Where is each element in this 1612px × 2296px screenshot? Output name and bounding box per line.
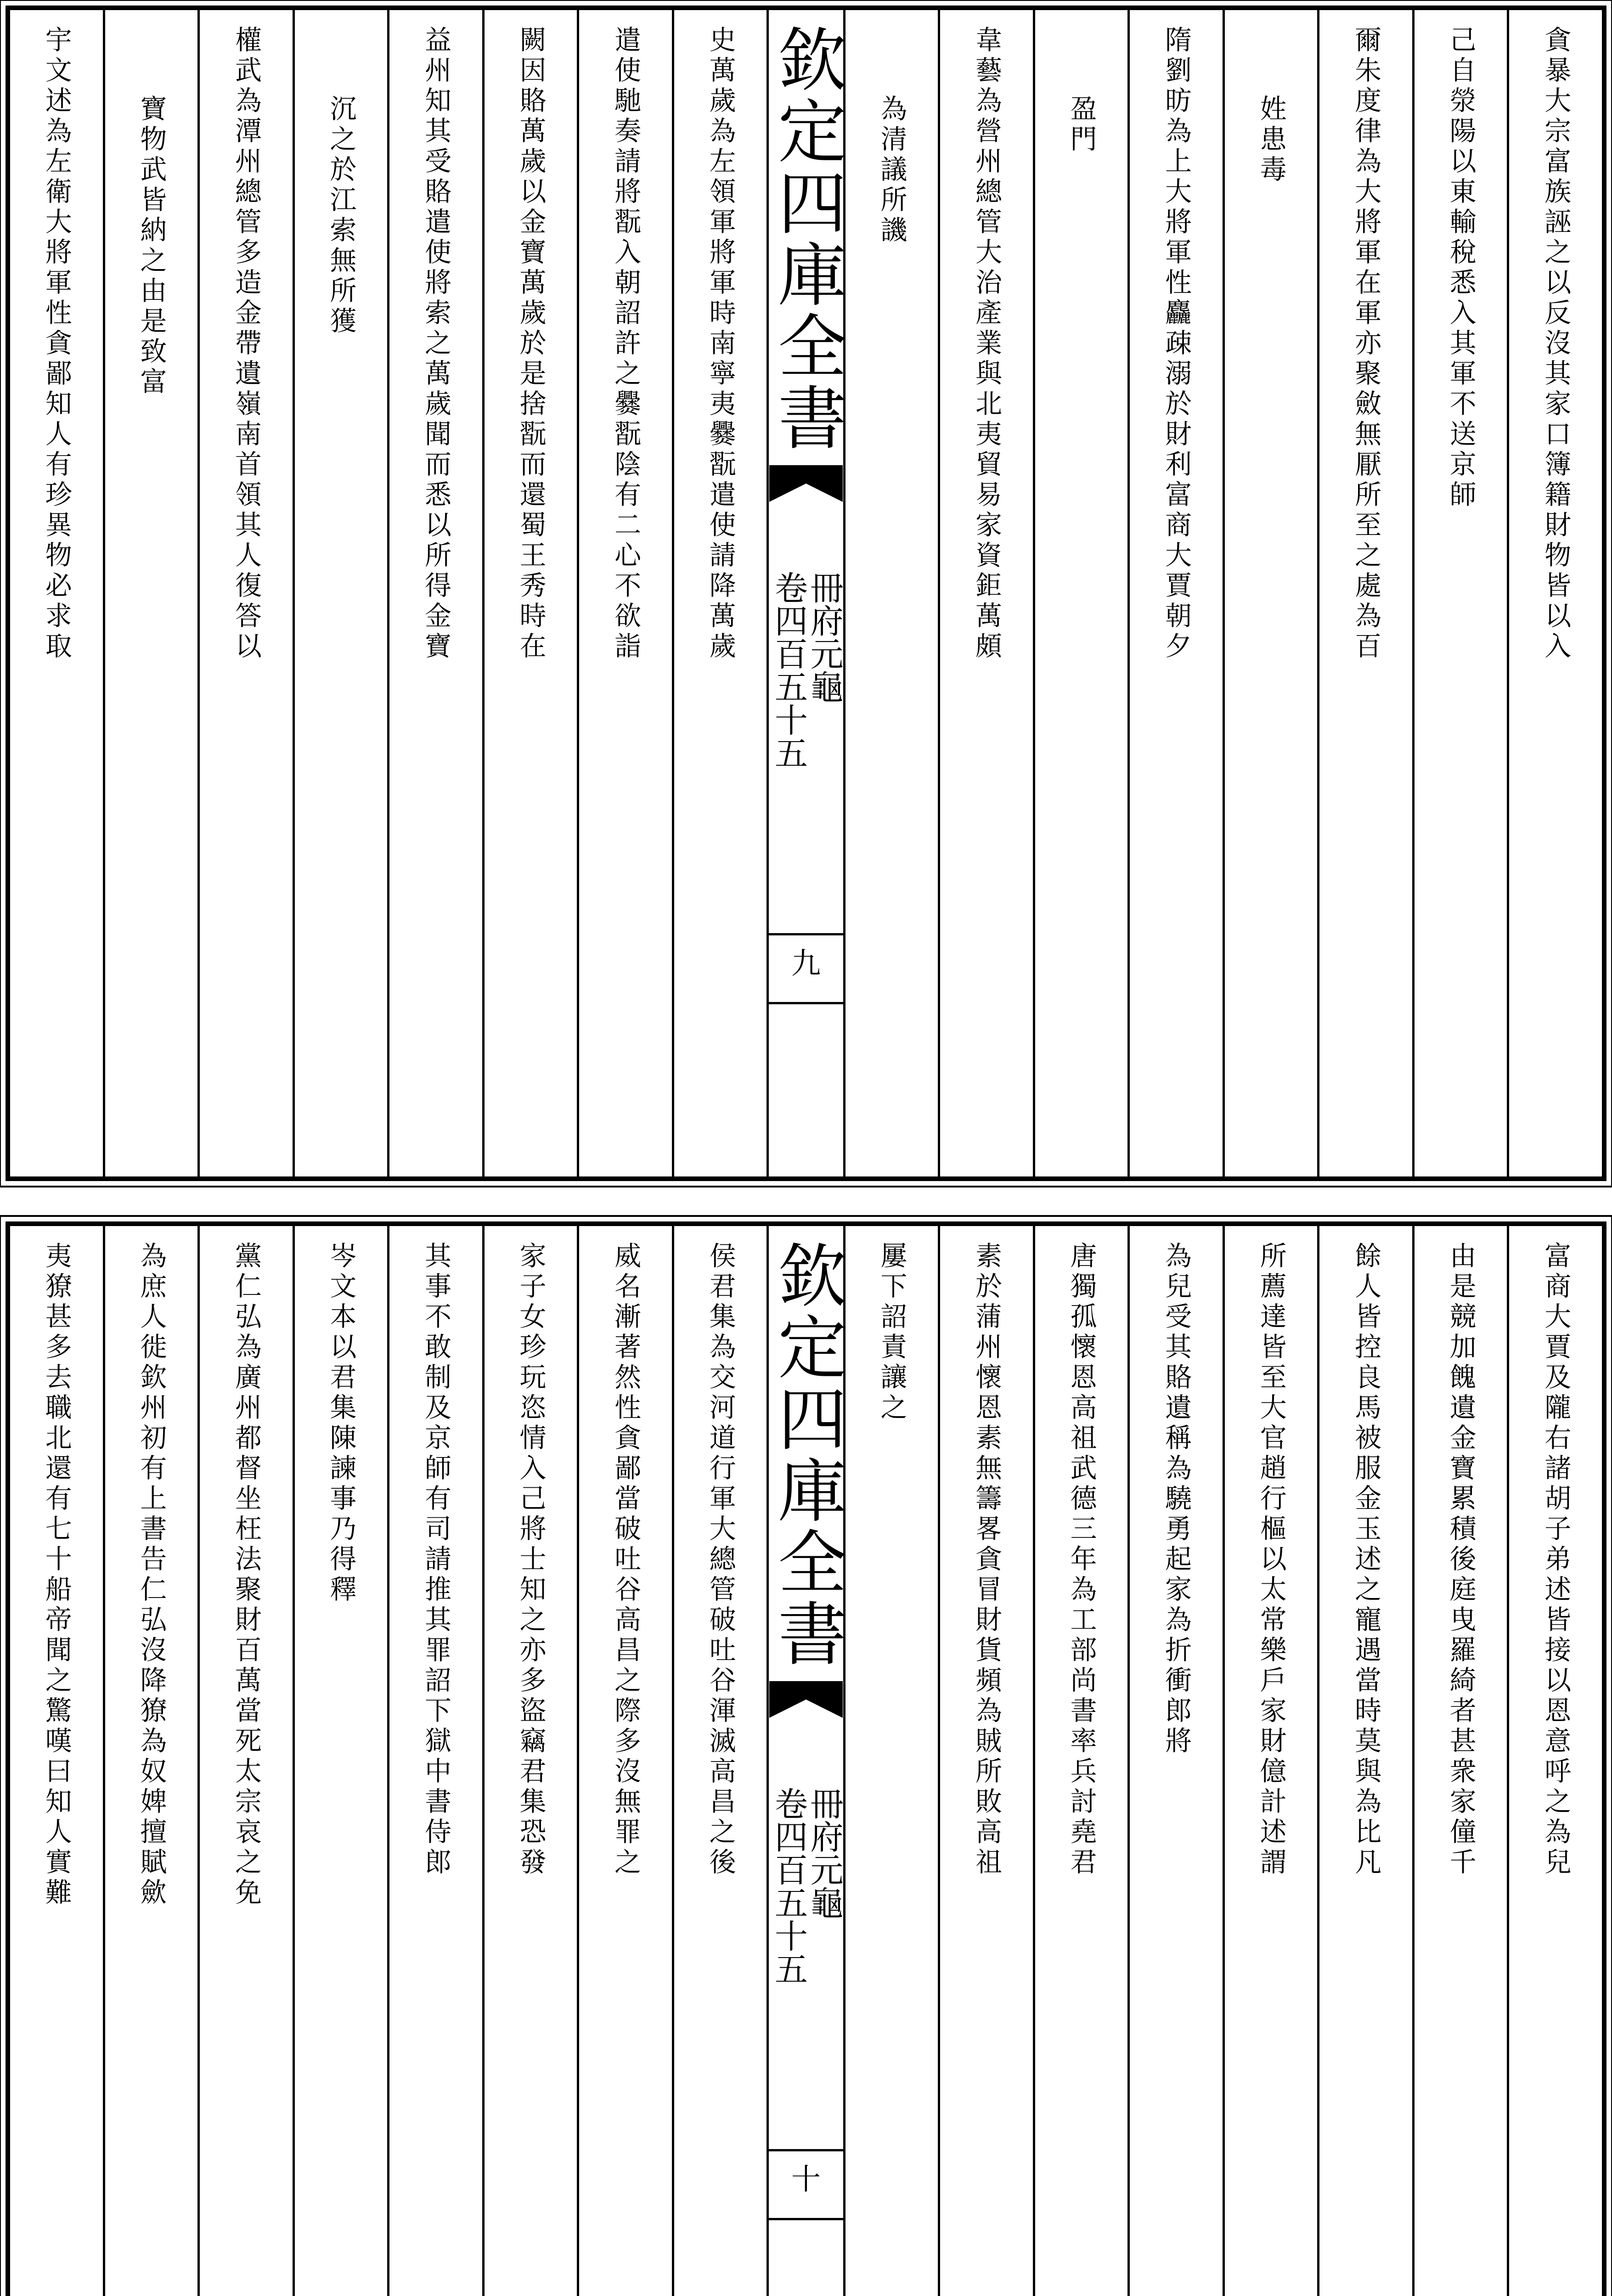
- page-rule: [769, 1002, 843, 1004]
- text-column: [1223, 1226, 1318, 2296]
- center-fold-column: [766, 10, 846, 1176]
- text-columns-bottom: [10, 1226, 1602, 2296]
- text-columns-top: [10, 10, 1602, 1176]
- column-text: 己自滎陽以東輸稅悉入其軍不送京師: [1445, 26, 1477, 511]
- column-text: 寶物武皆納之由是致富: [135, 95, 167, 398]
- column-text: 其事不敢制及京師有司請推其罪詔下獄中書侍郎: [420, 1242, 451, 1878]
- column-text: 為庶人徙欽州初有上書告仁弘沒降獠為奴婢擅賦歛: [135, 1242, 167, 1908]
- text-column: [843, 1226, 938, 2296]
- text-column: [387, 10, 482, 1176]
- text-column: [387, 1226, 482, 2296]
- column-text: 岑文本以君集陳諫事乃得釋: [325, 1242, 357, 1605]
- fishtail-mark-icon: [769, 1681, 843, 1718]
- page-number: 十: [791, 2163, 821, 2197]
- text-column: [1317, 10, 1412, 1176]
- text-column: [1127, 1226, 1223, 2296]
- column-text: 韋藝為營州總管大治產業與北夷貿易家資鉅萬頗: [970, 26, 1002, 662]
- column-text: 權武為潭州總管多造金帶遺嶺南首領其人復答以: [230, 26, 262, 662]
- column-text: 屢下詔責讓之: [876, 1242, 907, 1424]
- column-text: 威名漸著然性貪鄙當破吐谷高昌之際多沒無罪之: [610, 1242, 642, 1878]
- collection-title: 欽定四庫全書: [766, 1240, 846, 1670]
- column-text: 闕因賂萬歲以金寶萬歲於是捨翫而還蜀王秀時在: [515, 26, 547, 662]
- column-text: 貪暴大宗富族誣之以反沒其家口簿籍財物皆以入: [1540, 26, 1572, 662]
- column-text: 為清議所譏: [876, 95, 907, 246]
- column-text: 隋劉昉為上大將軍性麤疎溺於財利富商大賈朝夕: [1161, 26, 1192, 662]
- text-column: [1412, 1226, 1507, 2296]
- text-column: [577, 10, 672, 1176]
- text-column: [672, 10, 767, 1176]
- page-number-box: [769, 2149, 843, 2198]
- text-column: [843, 10, 938, 1176]
- text-column: [482, 1226, 577, 2296]
- book-title: 冊府元龜: [805, 571, 844, 703]
- fishtail-mark-icon: [769, 465, 843, 502]
- text-column: [1507, 1226, 1602, 2296]
- column-text: 益州知其受賂遣使將索之萬歲聞而悉以所得金寶: [420, 26, 451, 662]
- text-column: [1127, 10, 1223, 1176]
- column-text: 爾朱度律為大將軍在軍亦聚斂無厭所至之處為百: [1350, 26, 1382, 662]
- text-column: [1507, 10, 1602, 1176]
- text-column: [293, 1226, 388, 2296]
- volume-number: 卷四百五十五: [769, 1787, 808, 1985]
- column-text: 遣使馳奏請將翫入朝詔許之爨翫陰有二心不欲詣: [610, 26, 642, 662]
- column-text: 沉之於江索無所獲: [325, 95, 357, 337]
- text-column: [577, 1226, 672, 2296]
- text-column: [1412, 10, 1507, 1176]
- text-column: [293, 10, 388, 1176]
- column-text: 所薦達皆至大官趙行樞以太常樂戶家財億計述謂: [1255, 1242, 1287, 1878]
- column-text: 家子女珍玩恣情入己將士知之亦多盜竊君集恐發: [515, 1242, 547, 1878]
- page-rule: [769, 2218, 843, 2220]
- column-text: 侯君集為交河道行軍大總管破吐谷渾滅高昌之後: [705, 1242, 736, 1878]
- column-text: 夷獠甚多去職北還有七十船帝聞之驚嘆曰知人實難: [40, 1242, 72, 1908]
- text-column: [197, 10, 293, 1176]
- text-column: [482, 10, 577, 1176]
- volume-info: [769, 1787, 844, 1985]
- collection-title: 欽定四庫全書: [766, 24, 846, 454]
- column-text: 盈門: [1065, 95, 1097, 155]
- column-text: 餘人皆控良馬被服金玉述之寵遇當時莫與為比凡: [1350, 1242, 1382, 1878]
- column-text: 富商大賈及隴右諸胡子弟述皆接以恩意呼之為兒: [1540, 1242, 1572, 1878]
- text-column: [1223, 10, 1318, 1176]
- text-column: [938, 1226, 1033, 2296]
- center-fold-column: [766, 1226, 846, 2296]
- column-text: 素於蒲州懷恩素無籌畧貪冒財貨頻為賊所敗高祖: [970, 1242, 1002, 1878]
- column-text: 姓患毒: [1255, 95, 1287, 186]
- text-column: [1033, 10, 1128, 1176]
- column-text: 宇文述為左衛大將軍性貪鄙知人有珍異物必求取: [40, 26, 72, 662]
- page-number: 九: [791, 947, 821, 981]
- text-column: [103, 1226, 198, 2296]
- text-column: [1033, 1226, 1128, 2296]
- column-text: 黨仁弘為廣州都督坐枉法聚財百萬當死太宗哀之免: [230, 1242, 262, 1908]
- volume-info: [769, 571, 844, 769]
- text-column: [10, 1226, 103, 2296]
- column-text: 為兒受其賂遺稱為驍勇起家為折衝郎將: [1161, 1242, 1192, 1757]
- column-text: 由是競加餽遺金寶累積後庭曳羅綺者甚衆家僮千: [1445, 1242, 1477, 1878]
- text-column: [938, 10, 1033, 1176]
- page-panel-bottom: [6, 1221, 1606, 2296]
- page-panel-top: [6, 6, 1606, 1181]
- volume-number: 卷四百五十五: [769, 571, 808, 769]
- book-title: 冊府元龜: [805, 1787, 844, 1919]
- text-column: [10, 10, 103, 1176]
- text-column: [672, 1226, 767, 2296]
- text-column: [197, 1226, 293, 2296]
- column-text: 唐獨孤懷恩高祖武德三年為工部尚書率兵討堯君: [1065, 1242, 1097, 1878]
- column-text: 史萬歲為左領軍將軍時南寧夷爨翫遣使請降萬歲: [705, 26, 736, 662]
- text-column: [103, 10, 198, 1176]
- page-number-box: [769, 933, 843, 982]
- text-column: [1317, 1226, 1412, 2296]
